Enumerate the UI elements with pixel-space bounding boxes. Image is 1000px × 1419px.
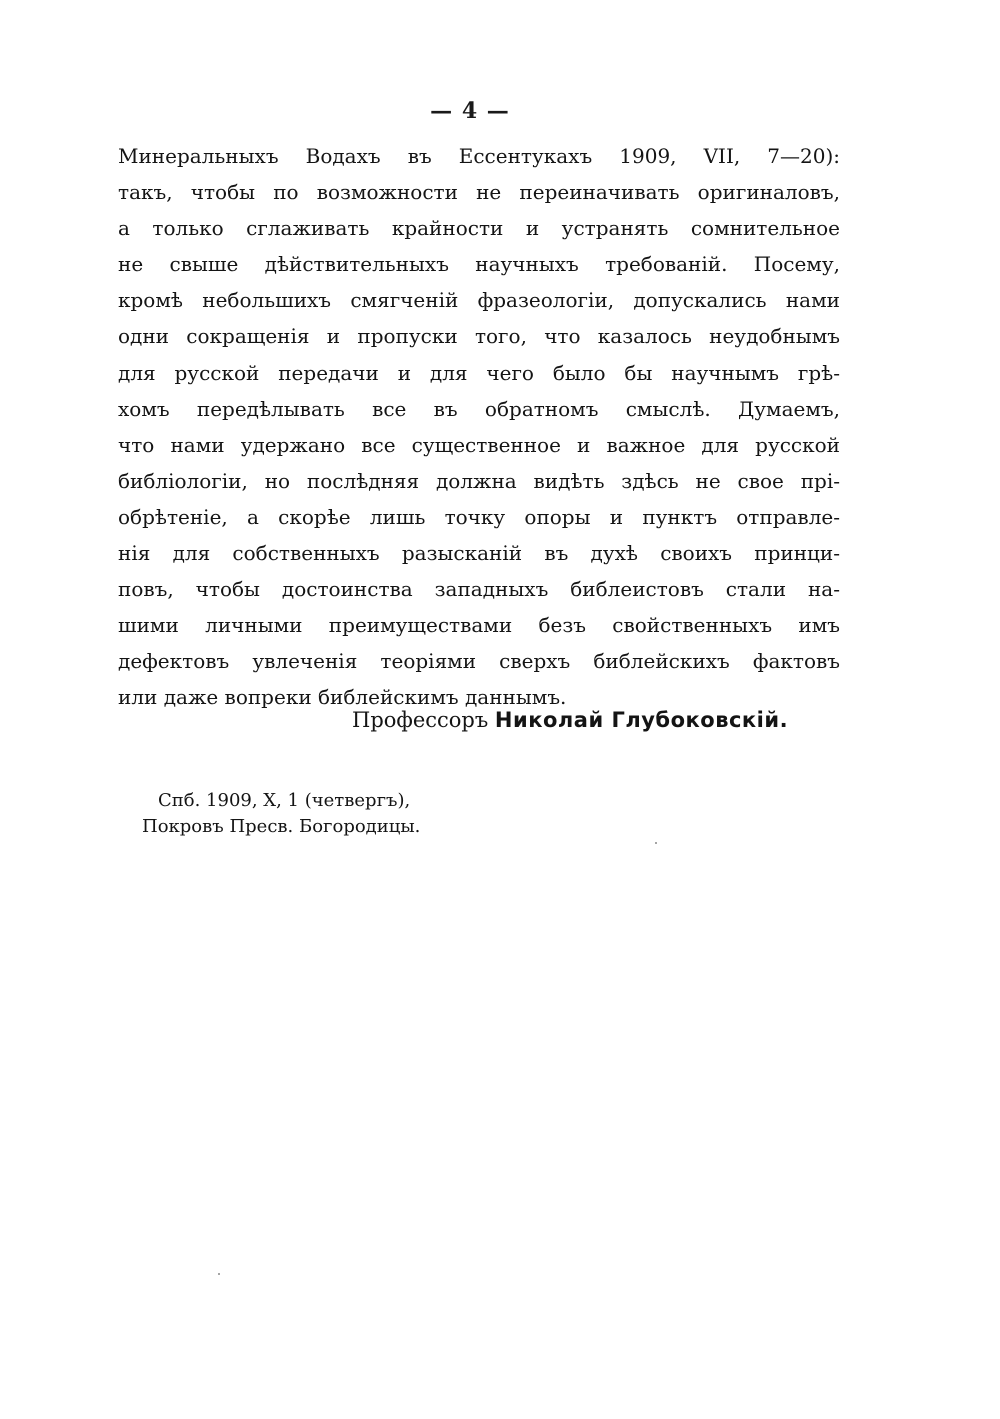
scan-speck <box>655 842 657 844</box>
text-line: а только сглаживать крайности и устранять сомнительное <box>118 216 840 241</box>
page-number: — 4 — <box>430 98 510 124</box>
text-line: хомъ передѣлывать все въ обратномъ смыслѣ. Думаемъ, <box>118 396 840 421</box>
text-line: обрѣтеніе, а скорѣе лишь точку опоры и пунктъ отправле- <box>118 504 840 529</box>
scan-speck <box>218 1273 220 1275</box>
body-text <box>118 138 840 716</box>
signature <box>352 702 788 738</box>
signature-name: Николай Глубоковскій. <box>494 708 789 732</box>
dateline-feast: Покровъ Пресв. Богородицы. <box>142 816 421 837</box>
text-line: не свыше дѣйствительныхъ научныхъ требованій. Посему, <box>118 252 840 277</box>
text-line: шими личными преимуществами безъ свойственныхъ имъ <box>118 613 840 638</box>
text-line-last: или даже вопреки библейскимъ даннымъ. <box>118 685 567 710</box>
text-line: нія для собственныхъ разысканій въ духѣ своихъ принци- <box>118 541 840 566</box>
dateline <box>142 788 420 840</box>
text-line: одни сокращенія и пропуски того, что казалось неудобнымъ <box>118 324 840 349</box>
text-line: дефектовъ увлеченія теоріями сверхъ библейскихъ фактовъ <box>118 649 840 674</box>
signature-title: Профессоръ <box>352 708 489 732</box>
text-line: библіологіи, но послѣдняя должна видѣть здѣсь не свое прі- <box>118 468 840 493</box>
text-line: такъ, чтобы по возможности не переиначивать оригиналовъ, <box>118 180 840 205</box>
text-line: для русской передачи и для чего было бы научнымъ грѣ- <box>118 360 840 385</box>
text-line: повъ, чтобы достоинства западныхъ библеистовъ стали на- <box>118 577 840 602</box>
dateline-date: Спб. 1909, X, 1 (четвергъ), <box>158 790 411 811</box>
text-line: что нами удержано все существенное и важное для русской <box>118 432 840 457</box>
text-line: Минеральныхъ Водахъ въ Ессентукахъ 1909, VII, 7—20): <box>118 144 840 168</box>
text-line: кромѣ небольшихъ смягченій фразеологіи, допускались нами <box>118 288 840 313</box>
